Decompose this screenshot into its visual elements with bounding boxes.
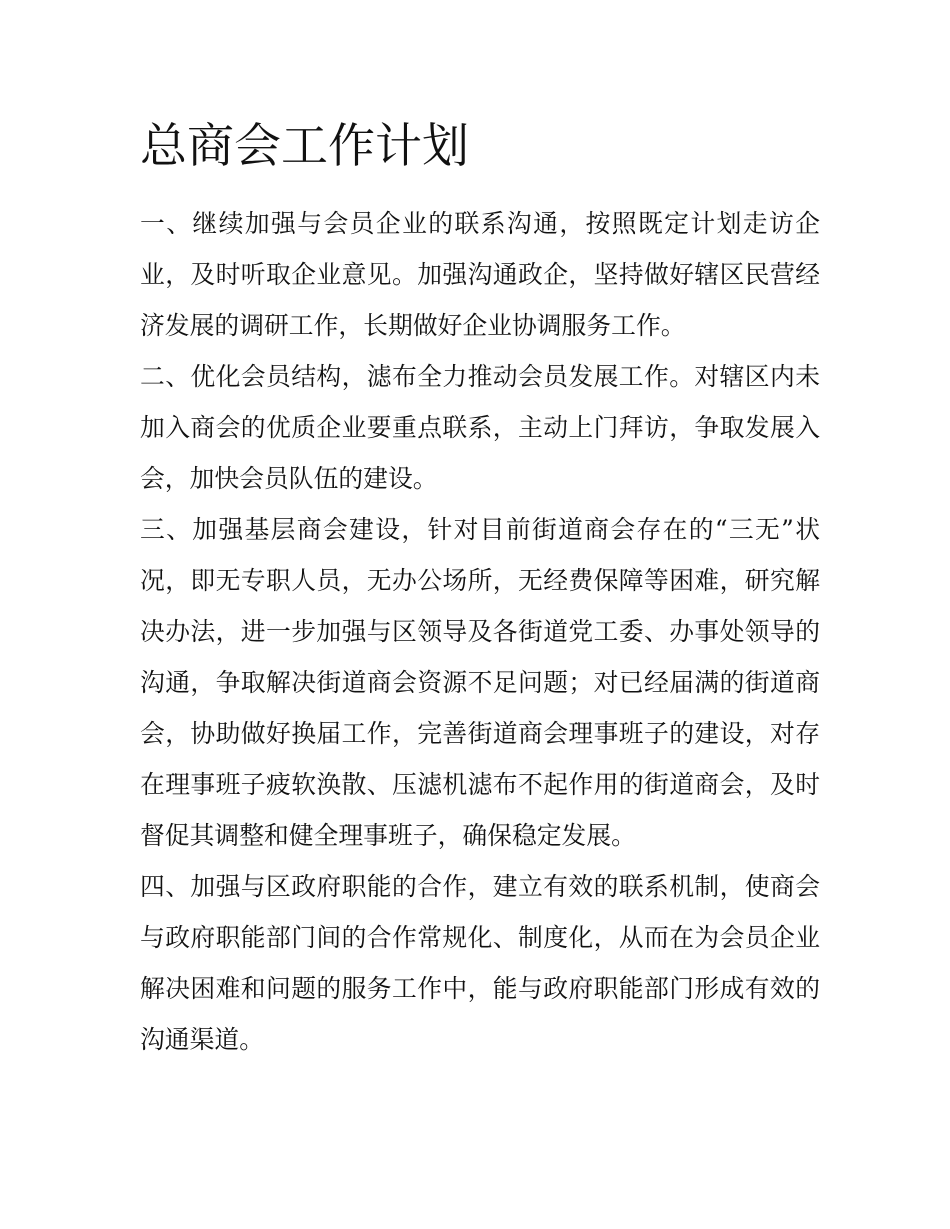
- paragraph-3: [140, 504, 820, 861]
- document-title: 总商会工作计划: [140, 119, 469, 174]
- text-line: 沟通渠道。: [140, 1025, 264, 1054]
- paragraph-2: [140, 351, 820, 504]
- text-line: 况，即无专职人员，无办公场所，无经费保障等困难，研究解: [140, 566, 820, 595]
- text-line: 督促其调整和健全理事班子，确保稳定发展。: [140, 821, 636, 850]
- text-line: 会，加快会员队伍的建设。: [140, 464, 438, 493]
- document-body: [140, 198, 820, 1065]
- text-line: 决办法，进一步加强与区领导及各街道党工委、办事处领导的: [140, 617, 820, 646]
- paragraph-1: [140, 198, 820, 351]
- text-line: 二、优化会员结构，滤布全力推动会员发展工作。对辖区内未: [140, 362, 820, 391]
- paragraph-4: [140, 861, 820, 1065]
- text-line: 三、加强基层商会建设，针对目前街道商会存在的“三无”状: [140, 515, 820, 544]
- text-line: 在理事班子疲软涣散、压滤机滤布不起作用的街道商会，及时: [140, 770, 820, 799]
- text-line: 四、加强与区政府职能的合作，建立有效的联系机制，使商会: [140, 872, 820, 901]
- text-line: 解决困难和问题的服务工作中，能与政府职能部门形成有效的: [140, 974, 820, 1003]
- text-line: 一、继续加强与会员企业的联系沟通，按照既定计划走访企: [140, 209, 820, 238]
- text-line: 会，协助做好换届工作，完善街道商会理事班子的建设，对存: [140, 719, 820, 748]
- text-line: 沟通，争取解决街道商会资源不足问题；对已经届满的街道商: [140, 668, 820, 697]
- text-line: 加入商会的优质企业要重点联系，主动上门拜访，争取发展入: [140, 413, 820, 442]
- text-line: 与政府职能部门间的合作常规化、制度化，从而在为会员企业: [140, 923, 820, 952]
- text-line: 业，及时听取企业意见。加强沟通政企，坚持做好辖区民营经: [140, 260, 820, 289]
- text-line: 济发展的调研工作，长期做好企业协调服务工作。: [140, 311, 686, 340]
